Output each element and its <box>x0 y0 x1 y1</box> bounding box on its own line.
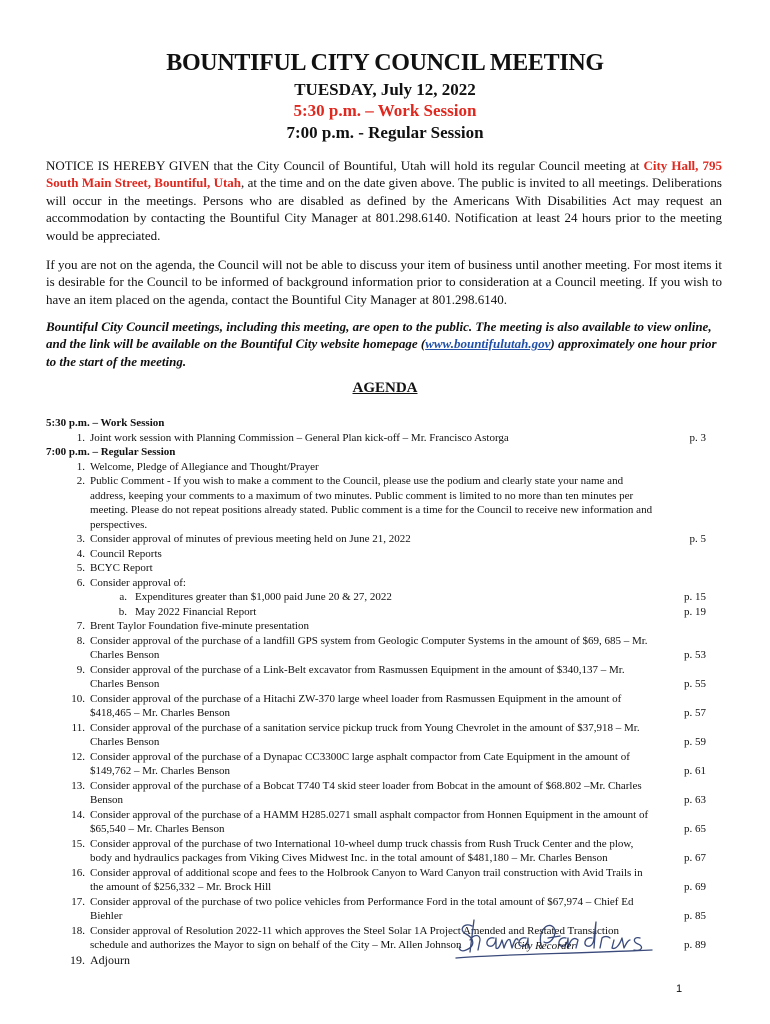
agenda-item-text: Council Reports <box>90 547 162 560</box>
agenda-item <box>46 460 720 475</box>
agenda-item-number: 14. <box>71 808 85 821</box>
agenda-item-text: Welcome, Pledge of Allegiance and Thought/Prayer <box>90 460 319 473</box>
page-title: BOUNTIFUL CITY COUNCIL MEETING <box>166 50 604 76</box>
agenda-item <box>46 576 720 591</box>
regular-session-items <box>46 460 720 591</box>
city-recorder-label: City Recorder <box>514 940 576 952</box>
notice-text-a: NOTICE IS HEREBY GIVEN that the City Council of Bountiful, Utah will hold its regular Council meeting at <box>46 158 644 173</box>
agenda-item <box>46 866 720 895</box>
agenda-item <box>46 721 720 750</box>
agenda-item-text: Public Comment - If you wish to make a comment to the Council, please use the podium and clearly state your name and address, keeping your comments to a maximum of two minutes. Public comment is limited to no more than ten minutes per meeting. Please do not repeat positions already stated. Public comment is a time for the Council to receive new information and perspectives. <box>90 475 653 531</box>
agenda-item <box>46 750 720 779</box>
agenda-item <box>46 474 720 532</box>
agenda-item-text: Consider approval of Resolution 2022-11 which approves the Steel Solar 1A Project Amended and Restated Transaction schedule and authorizes the Mayor to sign on behalf of the City – Mr. Allen Johnson <box>90 924 620 951</box>
agenda-item-text: Brent Taylor Foundation five-minute presentation <box>90 620 309 632</box>
agenda-item-number: 19. <box>70 952 85 967</box>
approval-sub-items <box>46 590 720 619</box>
agenda-item-text: Joint work session with Planning Commission – General Plan kick-off – Mr. Francisco Astorga <box>90 431 509 444</box>
work-session-time: 5:30 p.m. – Work Session <box>293 101 477 120</box>
agenda-sub-item-letter: a. <box>119 591 127 603</box>
agenda-item-page: p. 53 <box>684 649 706 661</box>
agenda-item-text: Consider approval of additional scope and fees to the Holbrook Canyon to Ward Canyon trail construction with Avid Trails in the amount of $256,332 – Mr. Brock Hill <box>90 866 643 893</box>
agenda-item <box>46 561 720 576</box>
agenda-item-text: Consider approval of the purchase of a Hitachi ZW-370 large wheel loader from Rasmussen Equipment in the amount of $418,465 – Mr. Charles Benson <box>90 692 622 719</box>
public-notice-paragraph <box>46 157 722 244</box>
agenda-item <box>46 837 720 866</box>
agenda-item-text: Consider approval of minutes of previous meeting held on June 21, 2022 <box>90 533 411 545</box>
agenda-item-text: Consider approval of the purchase of a Link-Belt excavator from Rasmussen Equipment in the amount of $340,137 – Mr. Charles Benson <box>90 663 625 690</box>
agenda-sub-item <box>46 590 720 605</box>
agenda-item-number: 8. <box>76 634 85 647</box>
agenda-item-page: p. 65 <box>684 823 706 835</box>
agenda-item-number: 4. <box>76 547 85 560</box>
agenda-sub-item-letter: b. <box>118 605 127 618</box>
agenda-item-number: 7. <box>76 620 85 632</box>
agenda-item-number: 12. <box>71 750 85 763</box>
page-number: 1 <box>676 983 683 995</box>
agenda-item <box>46 692 720 721</box>
agenda-item-text: Consider approval of the purchase of a landfill GPS system from Geologic Computer Systems in the amount of $69, 685 – Mr. Charles Benson <box>90 634 648 661</box>
agenda-sub-item <box>46 605 720 620</box>
access-text-a: Bountiful City Council meetings, including this meeting, are open to the public. The meeting is also available to view online, and the link will be available on the Bountiful City website homepage ( <box>46 319 712 352</box>
agenda-item-number: 17. <box>71 895 85 908</box>
agenda-item-page: p. 85 <box>684 910 706 922</box>
agenda-item <box>46 634 720 663</box>
agenda-item-page: p. 57 <box>684 707 706 719</box>
agenda-item <box>46 532 720 547</box>
agenda-item <box>46 547 720 562</box>
work-session-label: 5:30 p.m. – Work Session <box>46 417 165 429</box>
agenda-heading: AGENDA <box>352 380 418 396</box>
regular-session-time: 7:00 p.m. - Regular Session <box>286 123 484 142</box>
agenda-item-number: 1. <box>76 431 85 444</box>
regular-session-label: 7:00 p.m. – Regular Session <box>46 446 176 458</box>
agenda-item-text: Adjourn <box>90 952 130 967</box>
agenda-item <box>46 431 720 446</box>
agenda-item-text: Consider approval of the purchase of two police vehicles from Performance Ford in the total amount of $67,974 – Chief Ed Biehler <box>90 895 634 922</box>
agenda-request-paragraph: If you are not on the agenda, the Council will not be able to discuss your item of business until another meeting. For most items it is desirable for the Council to be informed of background information prior to consideration at a Council meeting. If you wish to have an item placed on the agenda, contact the Bountiful City Manager at 801.298.6140. <box>46 257 722 307</box>
agenda-item-text: Consider approval of the purchase of a sanitation service pickup truck from Young Chevrolet in the amount of $37,918 – Mr. Charles Benson <box>90 721 640 748</box>
agenda-item-number: 3. <box>76 533 85 545</box>
agenda-item-text: BCYC Report <box>90 562 153 574</box>
agenda-item-text: Consider approval of the purchase of two International 10-wheel dump truck chassis from Rush Truck Center and the plow, body and hydraulics packages from Viking Cives Midwest Inc. in the total amount of $481,180 – Mr. Charles Benson <box>90 837 634 864</box>
agenda-sub-item-text: Expenditures greater than $1,000 paid June 20 & 27, 2022 <box>135 591 392 603</box>
agenda-item-page: p. 67 <box>684 852 706 864</box>
notice-text-b: , at the time and on the date given above. The public is invited to all meetings. Deliberations will occur in the meetings. Persons who are disabled as defined by the Americans With Disabilities Act may request an accommodation by contacting the Bountiful City Manager at 801.298.6140. Notification at least 24 hours prior to the meeting would be appreciated. <box>46 175 722 243</box>
agenda-item-text: Consider approval of the purchase of a Bobcat T740 T4 skid steer loader from Bobcat in the amount of $68.802 –Mr. Charles Benson <box>90 779 642 806</box>
work-session-items <box>46 431 720 446</box>
meeting-date: TUESDAY, July 12, 2022 <box>294 80 476 99</box>
agenda-item-number: 13. <box>71 779 85 792</box>
agenda-item-number: 2. <box>76 475 85 487</box>
agenda-item-page: p. 69 <box>684 881 706 893</box>
agenda-item-page: p. 55 <box>684 678 706 690</box>
agenda-list <box>46 416 720 967</box>
meeting-location: City Hall, 795 South Main Street, Bountiful, Utah <box>46 158 722 191</box>
website-link[interactable]: www.bountifulutah.gov <box>425 336 551 352</box>
agenda-item-number: 18. <box>71 924 85 937</box>
agenda-item-number: 5. <box>76 562 85 574</box>
agenda-item-number: 6. <box>76 576 85 589</box>
agenda-sub-item-page: p. 15 <box>684 591 706 603</box>
agenda-item <box>46 663 720 692</box>
agenda-item-number: 9. <box>76 663 85 676</box>
agenda-item-number: 11. <box>71 721 85 734</box>
agenda-item-page: p. 59 <box>684 736 706 748</box>
agenda-sub-item-text: May 2022 Financial Report <box>135 605 257 618</box>
agenda-sub-item-page: p. 19 <box>684 605 706 618</box>
agenda-item-number: 16. <box>71 866 85 879</box>
agenda-item-text: Consider approval of: <box>90 576 186 589</box>
access-text-b: ) approximately one hour prior to the start of the meeting. <box>46 336 717 369</box>
agenda-item <box>46 808 720 837</box>
agenda-item-number: 15. <box>71 837 85 850</box>
agenda-item-text: Consider approval of the purchase of a HAMM H285.0271 small asphalt compactor from Honnen Equipment in the amount of $65,540 – Mr. Charles Benson <box>90 808 649 835</box>
agenda-item-number: 10. <box>71 692 85 705</box>
agenda-item-page: p. 5 <box>689 533 706 545</box>
agenda-item-text: Consider approval of the purchase of a Dynapac CC3300C large asphalt compactor from Cate Equipment in the amount of $149,762 – Mr. Charles Benson <box>90 750 630 777</box>
agenda-item-number: 1. <box>76 460 85 473</box>
agenda-item-page: p. 63 <box>684 794 706 806</box>
agenda-item-page: p. 3 <box>689 431 706 444</box>
public-access-paragraph <box>46 318 722 370</box>
agenda-item <box>46 779 720 808</box>
agenda-item <box>46 619 720 634</box>
agenda-item-page: p. 61 <box>684 765 706 777</box>
agenda-item-page: p. 89 <box>684 939 706 951</box>
